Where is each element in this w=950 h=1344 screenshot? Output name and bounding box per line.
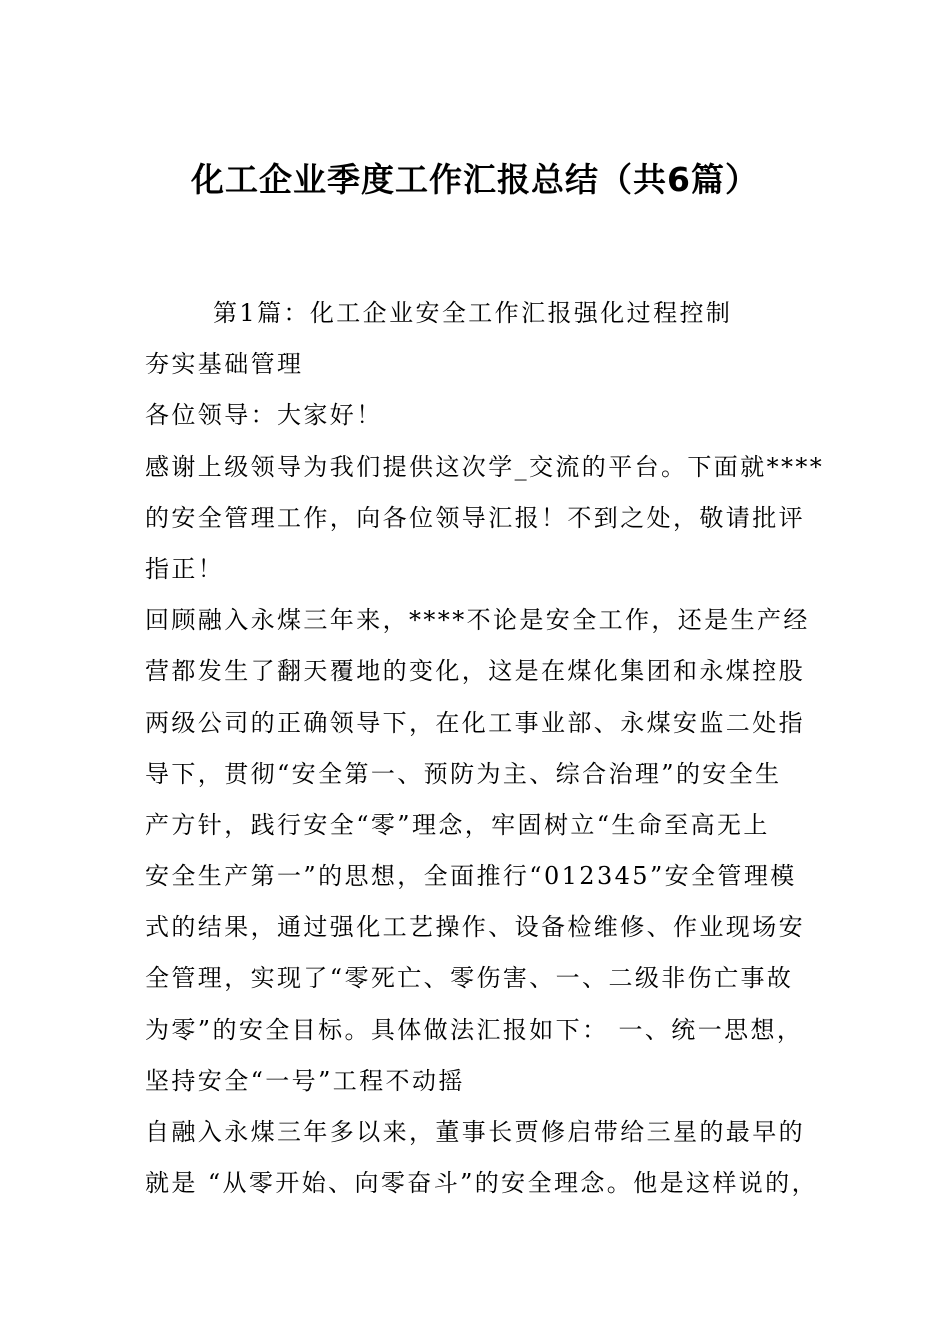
section-heading-line: 夯实基础管理 <box>145 350 304 379</box>
document-body <box>145 288 825 1209</box>
paragraph-line: 回顾融入永煤三年来，****不论是安全工作，还是生产经 <box>145 606 810 635</box>
paragraph-line: 的安全管理工作，向各位领导汇报！不到之处，敬请批评 <box>145 503 805 532</box>
paragraph-line: 指正！ <box>145 554 225 583</box>
paragraph-line: 为零”的安全目标。具体做法汇报如下： 一、统一思想， <box>145 1015 804 1044</box>
paragraph-line: 自融入永煤三年多以来，董事长贾修启带给三星的最早的 <box>145 1118 805 1146</box>
paragraph-line: 安全生产第一”的思想，全面推行“012345”安全管理模 <box>145 862 797 891</box>
paragraph-line: 导下，贯彻“安全第一、预防为主、综合治理”的安全生 <box>145 759 782 788</box>
document-title: 化工企业季度工作汇报总结（共6篇） <box>191 160 759 199</box>
paragraph-line: 两级公司的正确领导下，在化工事业部、永煤安监二处指 <box>145 708 805 737</box>
paragraph-line: 坚持安全“一号”工程不动摇 <box>145 1066 465 1095</box>
paragraph-line: 各位领导：大家好！ <box>145 401 383 430</box>
paragraph-line: 就是 “从零开始、向零奋斗”的安全理念。他是这样说的， <box>145 1169 818 1198</box>
paragraph-line: 营都发生了翻天覆地的变化，这是在煤化集团和永煤控股 <box>145 657 805 686</box>
paragraph-line: 全管理，实现了“零死亡、零伤害、一、二级非伤亡事故 <box>145 964 794 993</box>
paragraph-line: 式的结果，通过强化工艺操作、设备检维修、作业现场安 <box>145 913 805 942</box>
paragraph-line: 产方针，践行安全“零”理念，牢固树立“生命至高无上 <box>145 810 770 839</box>
section-heading-line: 第1篇：化工企业安全工作汇报强化过程控制 <box>213 299 733 327</box>
paragraph-line: 感谢上级领导为我们提供这次学_交流的平台。下面就**** <box>145 452 825 481</box>
